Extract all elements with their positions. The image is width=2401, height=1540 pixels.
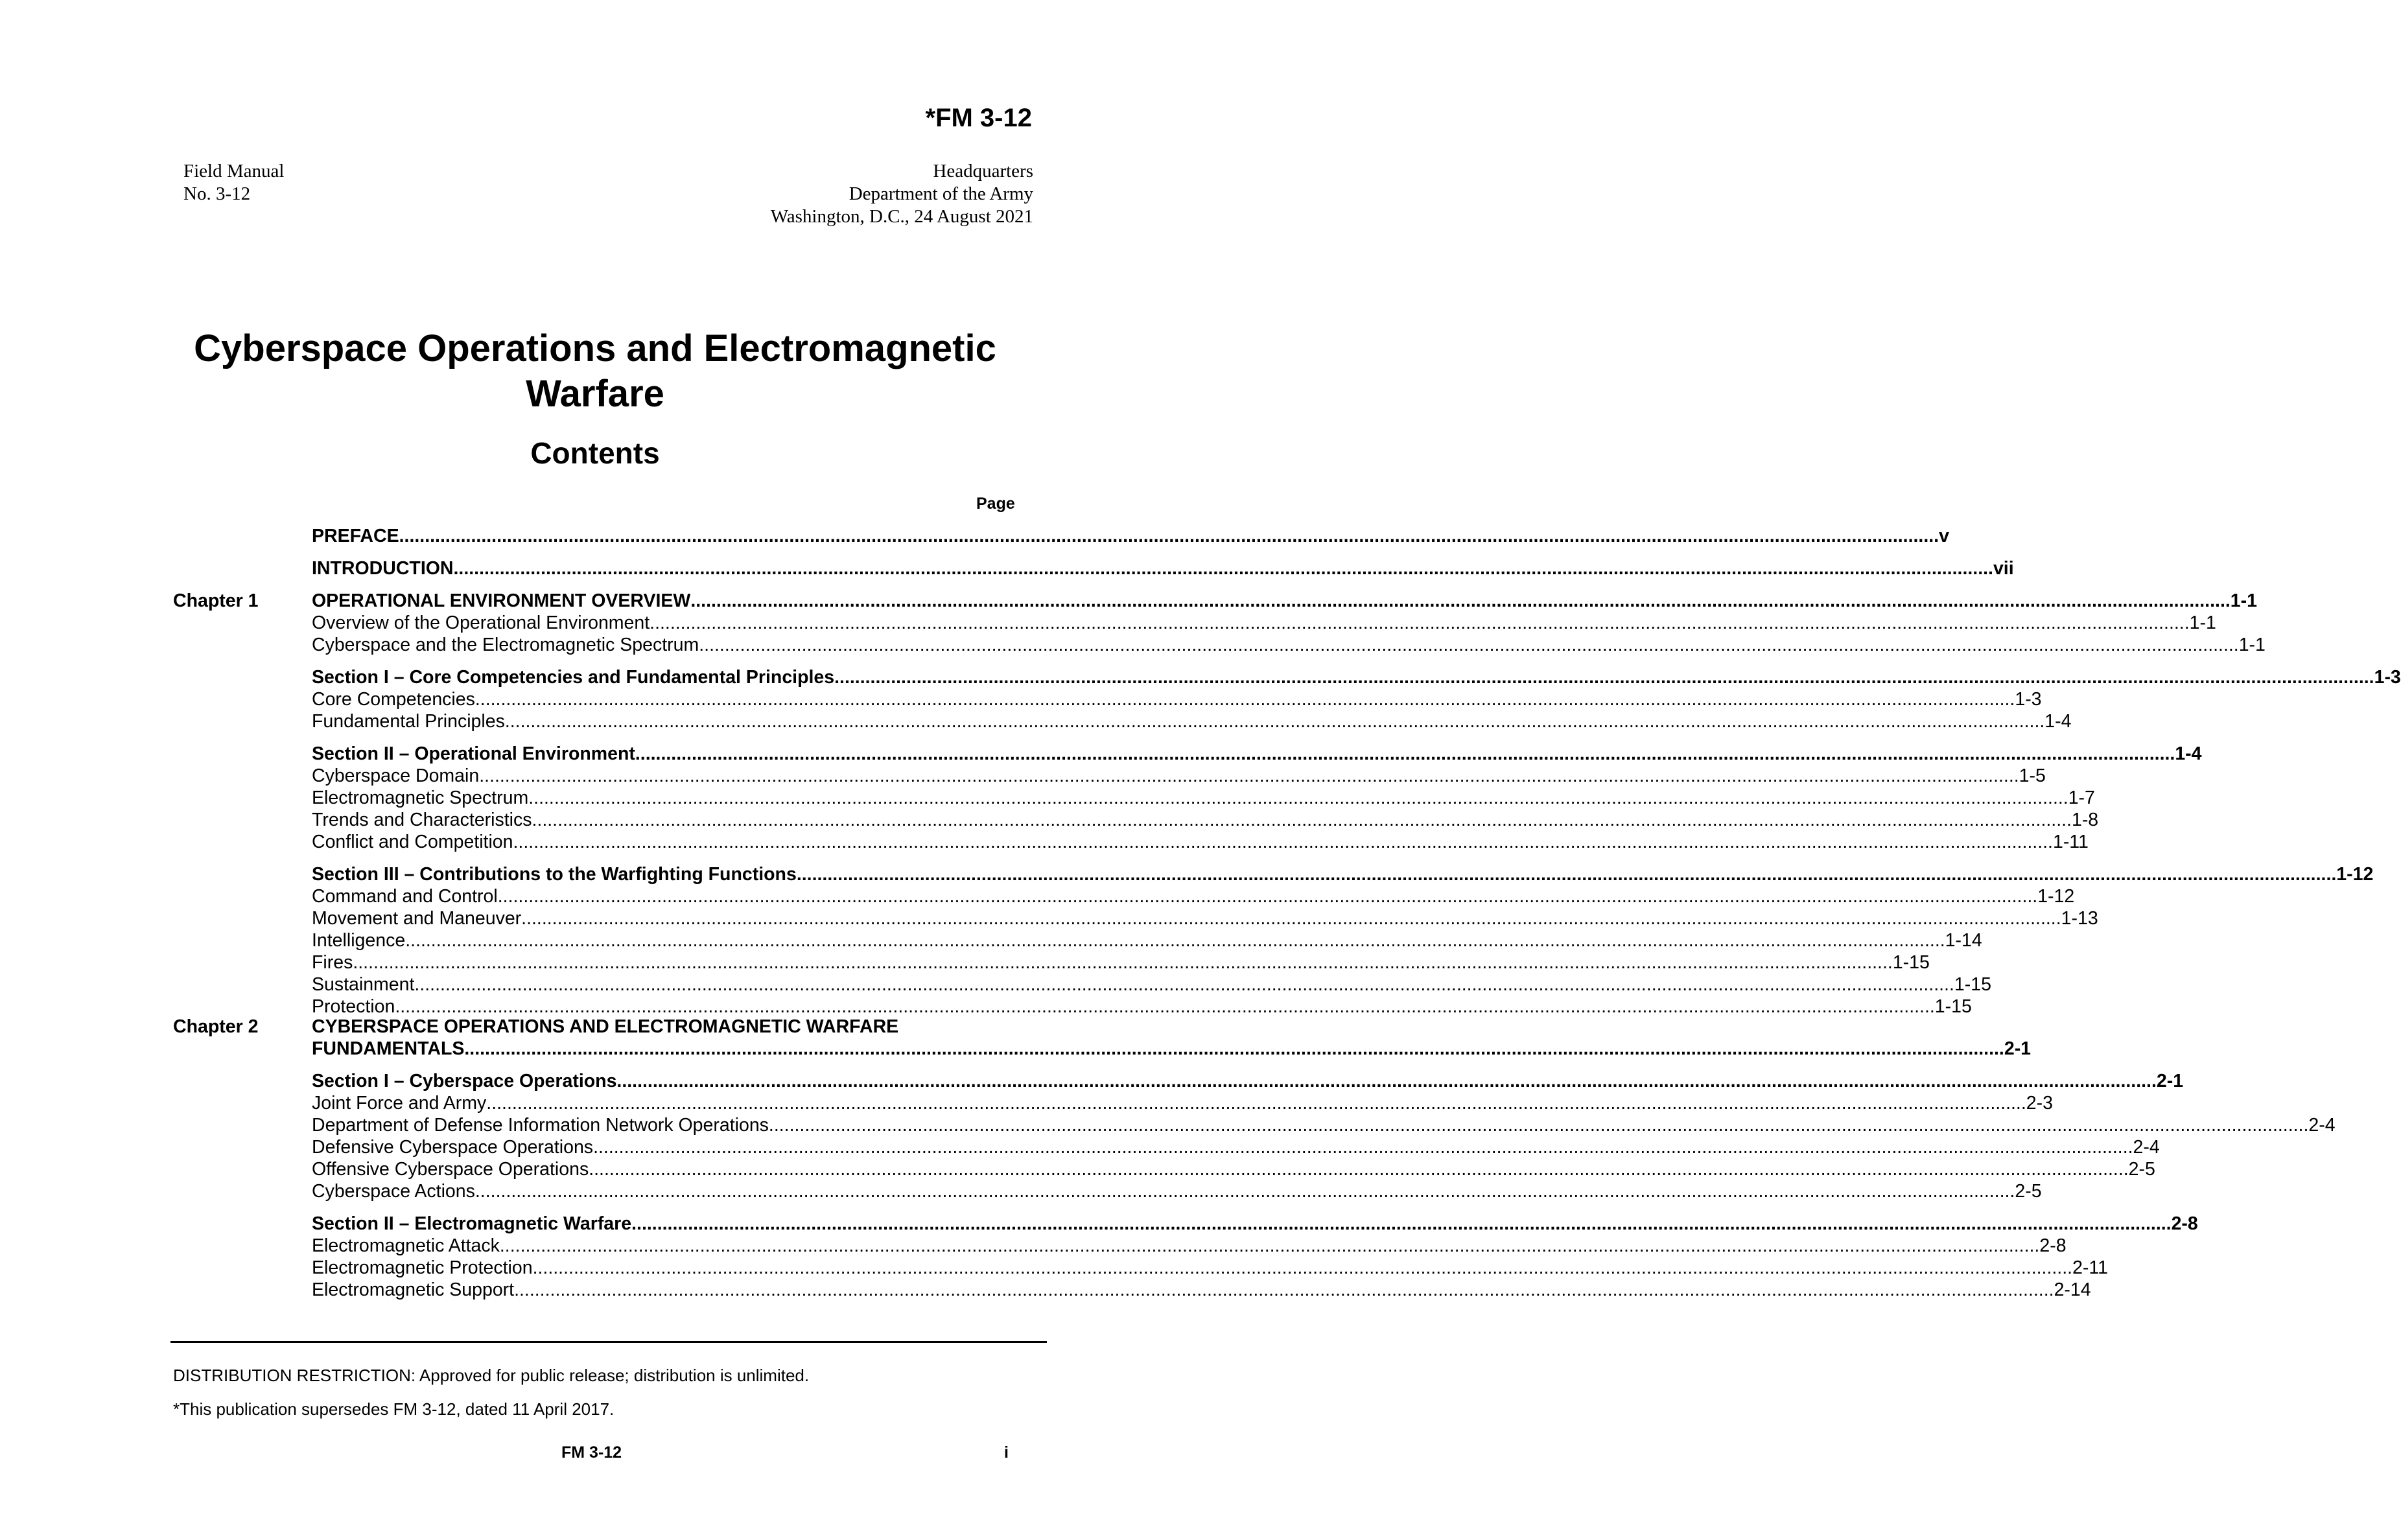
toc-entry-page: 1-15 bbox=[1954, 974, 1991, 995]
toc-entry bbox=[312, 863, 2374, 885]
toc-entry-page: 2-8 bbox=[2039, 1235, 2067, 1256]
toc-dot-leader: ............................................................................................................................................................................................................................................................................................................ bbox=[768, 1115, 2309, 1136]
toc-dot-leader: ............................................................................................................................................................................................................................................................................................................ bbox=[453, 558, 1993, 579]
department-label: Department of the Army bbox=[849, 183, 1033, 204]
toc-entry-page: 1-1 bbox=[2189, 612, 2216, 633]
toc-entry bbox=[312, 1136, 2160, 1158]
toc-entry-page: 1-12 bbox=[2037, 886, 2075, 907]
toc-entry-label: Electromagnetic Protection bbox=[312, 1257, 533, 1278]
toc-dot-leader: ............................................................................................................................................................................................................................................................................................................ bbox=[399, 526, 1939, 546]
toc-entry-label: Section I – Cyberspace Operations bbox=[312, 1071, 617, 1091]
location-date: Washington, D.C., 24 August 2021 bbox=[770, 206, 1033, 227]
toc-entry-page: 1-5 bbox=[2019, 765, 2046, 786]
toc-dot-leader: ............................................................................................................................................................................................................................................................................................................ bbox=[474, 1181, 2015, 1202]
toc-entry-page: 2-11 bbox=[2072, 1257, 2108, 1278]
toc-entry-page: 1-12 bbox=[2336, 864, 2374, 885]
toc-dot-leader: ............................................................................................................................................................................................................................................................................................................ bbox=[486, 1093, 2026, 1114]
toc-entry-page: 1-3 bbox=[2374, 667, 2401, 688]
toc-entry-label: Defensive Cyberspace Operations bbox=[312, 1137, 594, 1158]
toc-entry bbox=[312, 885, 2075, 907]
chapter-1-label: Chapter 1 bbox=[173, 590, 259, 611]
toc-entry-page: 2-1 bbox=[2156, 1071, 2184, 1091]
toc-entry bbox=[312, 907, 2098, 929]
toc-dot-leader: ............................................................................................................................................................................................................................................................................................................ bbox=[834, 667, 2374, 688]
toc-entry-label: Core Competencies bbox=[312, 689, 475, 710]
toc-entry-page: 2-5 bbox=[2128, 1159, 2155, 1180]
manual-number: No. 3-12 bbox=[183, 183, 251, 204]
toc-entry bbox=[312, 831, 2089, 853]
toc-entry-label: Section II – Electromagnetic Warfare bbox=[312, 1213, 632, 1234]
headquarters-label: Headquarters bbox=[933, 161, 1033, 181]
toc-dot-leader: ............................................................................................................................................................................................................................................................................................................ bbox=[395, 996, 1935, 1017]
toc-entry-label: Fundamental Principles bbox=[312, 711, 505, 732]
toc-entry-label: Joint Force and Army bbox=[312, 1093, 487, 1114]
toc-entry bbox=[312, 1180, 2042, 1202]
footer-page-number: i bbox=[1004, 1443, 1009, 1462]
field-manual-label: Field Manual bbox=[183, 161, 285, 181]
toc-entry-page: 2-14 bbox=[2054, 1279, 2091, 1300]
toc-entry-page: 1-13 bbox=[2061, 908, 2098, 929]
toc-entry bbox=[312, 688, 2042, 710]
toc-entry bbox=[312, 951, 1930, 974]
toc-dot-leader: ............................................................................................................................................................................................................................................................................................................ bbox=[521, 908, 2061, 929]
toc-entry-label: Conflict and Competition bbox=[312, 832, 513, 852]
toc-entry bbox=[312, 787, 2095, 809]
toc-entry-page: 2-8 bbox=[2171, 1213, 2198, 1234]
toc-dot-leader: ............................................................................................................................................................................................................................................................................................................ bbox=[414, 974, 1954, 995]
toc-entry-label: Fires bbox=[312, 952, 353, 973]
toc-entry-page: 2-4 bbox=[2308, 1115, 2336, 1136]
document-id: *FM 3-12 bbox=[925, 104, 1032, 132]
toc-entry bbox=[312, 1114, 2336, 1136]
toc-dot-leader: ............................................................................................................................................................................................................................................................................................................ bbox=[528, 788, 2068, 808]
chapter-2-title-line-1: CYBERSPACE OPERATIONS AND ELECTROMAGNETIC WARFARE bbox=[312, 1016, 899, 1037]
toc-entry-label: Cyberspace Domain bbox=[312, 765, 480, 786]
issuing-authority-block bbox=[771, 160, 1033, 228]
toc-entry-page: 2-4 bbox=[2133, 1137, 2160, 1158]
toc-entry-label: Cyberspace Actions bbox=[312, 1181, 475, 1202]
toc-dot-leader: ............................................................................................................................................................................................................................................................................................................ bbox=[589, 1159, 2129, 1180]
toc-entry-label: OPERATIONAL ENVIRONMENT OVERVIEW bbox=[312, 590, 691, 611]
toc-entry bbox=[312, 974, 1991, 996]
toc-entry-label: Movement and Maneuver bbox=[312, 908, 522, 929]
chapter-2-label: Chapter 2 bbox=[173, 1016, 259, 1037]
footer-divider bbox=[170, 1341, 1047, 1343]
toc-entry-label: Command and Control bbox=[312, 886, 498, 907]
toc-dot-leader: ............................................................................................................................................................................................................................................................................................................ bbox=[796, 864, 2337, 885]
toc-entry bbox=[312, 929, 1982, 951]
toc-entry-page: 1-1 bbox=[2230, 590, 2257, 611]
document-title bbox=[0, 326, 1190, 417]
toc-dot-leader: ............................................................................................................................................................................................................................................................................................................ bbox=[616, 1071, 2157, 1091]
toc-entry bbox=[312, 1235, 2067, 1257]
toc-entry bbox=[312, 1070, 2184, 1092]
supersedes-note: *This publication supersedes FM 3-12, dated 11 April 2017. bbox=[173, 1399, 615, 1419]
toc-entry-page: 1-8 bbox=[2071, 810, 2099, 830]
toc-entry-page: 1-15 bbox=[1892, 952, 1930, 973]
toc-dot-leader: ............................................................................................................................................................................................................................................................................................................ bbox=[479, 765, 2019, 786]
toc-entry bbox=[312, 809, 2099, 831]
toc-entry bbox=[312, 1279, 2091, 1301]
toc-entry-label: Offensive Cyberspace Operations bbox=[312, 1159, 589, 1180]
toc-entry-label: Protection bbox=[312, 996, 395, 1017]
toc-dot-leader: ............................................................................................................................................................................................................................................................................................................ bbox=[474, 689, 2015, 710]
toc-entry-page: 1-4 bbox=[2175, 743, 2202, 764]
toc-dot-leader: ............................................................................................................................................................................................................................................................................................................ bbox=[513, 832, 2053, 852]
toc-entry bbox=[312, 710, 2072, 732]
toc-entry-label: INTRODUCTION bbox=[312, 558, 454, 579]
toc-entry-page: 2-1 bbox=[2004, 1038, 2032, 1059]
toc-entry bbox=[312, 525, 1949, 547]
toc-entry-label: Section III – Contributions to the Warfighting Functions bbox=[312, 864, 797, 885]
toc-entry bbox=[312, 634, 2266, 656]
title-line-1: Cyberspace Operations and Electromagnetic bbox=[194, 327, 996, 369]
toc-entry-label: Electromagnetic Spectrum bbox=[312, 788, 529, 808]
toc-entry bbox=[312, 996, 1972, 1018]
toc-entry bbox=[312, 1257, 2108, 1279]
toc-entry-label: FUNDAMENTALS bbox=[312, 1038, 465, 1059]
toc-entry-label: Section II – Operational Environment bbox=[312, 743, 635, 764]
toc-dot-leader: ............................................................................................................................................................................................................................................................................................................ bbox=[690, 590, 2231, 611]
toc-dot-leader: ............................................................................................................................................................................................................................................................................................................ bbox=[514, 1279, 2054, 1300]
toc-dot-leader: ............................................................................................................................................................................................................................................................................................................ bbox=[593, 1137, 2133, 1158]
toc-entry-page: vii bbox=[1993, 558, 2014, 579]
toc-entry bbox=[312, 557, 2014, 579]
toc-entry bbox=[312, 590, 2257, 612]
toc-entry-page: 1-11 bbox=[2052, 832, 2089, 852]
toc-entry bbox=[312, 1038, 2032, 1060]
toc-entry-label: Intelligence bbox=[312, 930, 406, 951]
toc-entry-page: 1-15 bbox=[1934, 996, 1972, 1017]
toc-dot-leader: ............................................................................................................................................................................................................................................................................................................ bbox=[635, 743, 2175, 764]
page-column-label: Page bbox=[976, 495, 1015, 513]
toc-entry-page: 1-7 bbox=[2068, 788, 2095, 808]
toc-entry-label: Cyberspace and the Electromagnetic Spectrum bbox=[312, 635, 699, 655]
toc-entry-label: Sustainment bbox=[312, 974, 415, 995]
toc-entry-label: Overview of the Operational Environment bbox=[312, 612, 650, 633]
toc-entry-label: Section I – Core Competencies and Fundamental Principles bbox=[312, 667, 835, 688]
toc-entry-page: 1-1 bbox=[2238, 635, 2266, 655]
toc-entry bbox=[312, 1213, 2198, 1235]
toc-dot-leader: ............................................................................................................................................................................................................................................................................................................ bbox=[353, 952, 1893, 973]
title-line-2: Warfare bbox=[526, 373, 664, 415]
toc-dot-leader: ............................................................................................................................................................................................................................................................................................................ bbox=[532, 1257, 2073, 1278]
toc-entry bbox=[312, 765, 2046, 787]
toc-entry-page: 1-3 bbox=[2015, 689, 2042, 710]
toc-dot-leader: ............................................................................................................................................................................................................................................................................................................ bbox=[464, 1038, 2004, 1059]
publication-number-block bbox=[183, 160, 284, 205]
toc-entry bbox=[312, 743, 2202, 765]
toc-entry-page: 2-5 bbox=[2015, 1181, 2042, 1202]
toc-entry-page: v bbox=[1939, 526, 1949, 546]
toc-entry-page: 1-4 bbox=[2044, 711, 2072, 732]
toc-dot-leader: ............................................................................................................................................................................................................................................................................................................ bbox=[532, 810, 2072, 830]
footer-document-id: FM 3-12 bbox=[561, 1443, 622, 1462]
toc-entry-page: 2-3 bbox=[2026, 1093, 2053, 1114]
distribution-restriction: DISTRIBUTION RESTRICTION: Approved for public release; distribution is unlimited. bbox=[173, 1366, 810, 1385]
toc-dot-leader: ............................................................................................................................................................................................................................................................................................................ bbox=[497, 886, 2038, 907]
toc-dot-leader: ............................................................................................................................................................................................................................................................................................................ bbox=[699, 635, 2239, 655]
toc-entry-label: Electromagnetic Attack bbox=[312, 1235, 500, 1256]
toc-entry-label: PREFACE bbox=[312, 526, 399, 546]
toc-entry-page: 1-14 bbox=[1945, 930, 1982, 951]
contents-heading: Contents bbox=[530, 436, 660, 470]
toc-dot-leader: ............................................................................................................................................................................................................................................................................................................ bbox=[504, 711, 2045, 732]
toc-entry-label: Trends and Characteristics bbox=[312, 810, 532, 830]
toc-entry-label: Department of Defense Information Network Operations bbox=[312, 1115, 769, 1136]
toc-dot-leader: ............................................................................................................................................................................................................................................................................................................ bbox=[650, 612, 2190, 633]
toc-dot-leader: ............................................................................................................................................................................................................................................................................................................ bbox=[631, 1213, 2172, 1234]
toc-entry bbox=[312, 1158, 2155, 1180]
toc-entry bbox=[312, 1092, 2053, 1114]
toc-entry bbox=[312, 612, 2216, 634]
toc-dot-leader: ............................................................................................................................................................................................................................................................................................................ bbox=[405, 930, 1945, 951]
toc-dot-leader: ............................................................................................................................................................................................................................................................................................................ bbox=[499, 1235, 2040, 1256]
toc-entry-label: Electromagnetic Support bbox=[312, 1279, 515, 1300]
toc-entry bbox=[312, 666, 2401, 688]
